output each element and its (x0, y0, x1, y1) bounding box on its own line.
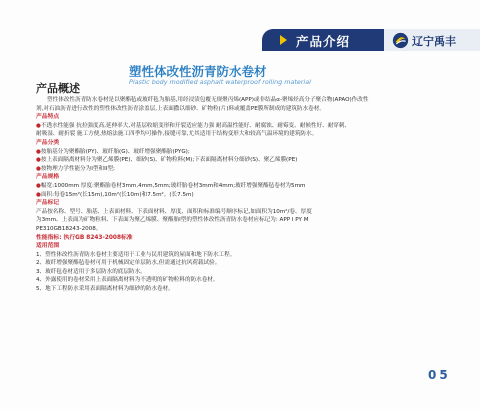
brand-name: 辽宁禹丰 (412, 35, 456, 48)
specs-text: 幅宽:1000mm 厚度:聚酯胎卷材3mm,4mm,5mm;玻纤胎卷材3mm和4mm;玻纤增强聚酯毡卷材为5mm (40, 182, 306, 189)
marking-line: 为3mm、上表面为矿物粒料、下表面为聚乙烯膜、聚酯胎I型的塑性体改性沥青防水卷材应标记为: APP I PY M (36, 217, 309, 224)
header-arrow-icon (280, 35, 287, 45)
classification-line (36, 156, 450, 165)
scope-line: 4、外露使用的卷材采用上表面隔离材料为不透明的矿物粒料的防水卷材。 (36, 277, 219, 284)
overview-line: 剂,对石油沥青进行改性的塑性体改性沥青涂盖层,上表面撒以细砂、矿物粒(片)料或覆盖PE膜所制成的建筑防水卷材。 (36, 105, 325, 112)
overview-heading: 产品概述 (36, 82, 80, 95)
specs-line (36, 191, 450, 200)
features-line (36, 122, 450, 131)
bullet-icon: ● (36, 165, 41, 172)
features-heading: 产品特点 (36, 114, 60, 121)
product-body (36, 96, 450, 294)
scope-line: 3、玻纤毡卷材适用于多层防水的底层防水。 (36, 268, 146, 275)
bullet-icon: ● (36, 122, 41, 129)
classification-text: 按胎基分为聚酯胎(PY)、玻纤胎(G)、玻纤增强聚酯胎(PYG); (40, 148, 190, 155)
marking-line: PE310GB18243-2008。 (36, 225, 102, 232)
standard-line: 性能指标: 执行GB 8243-2008标准 (36, 234, 133, 241)
marking-line: 产品按名称、型号、胎基、上表面材料、下表面材料、厚度、面积和标准编号顺序标记,如面积为10m²/卷、厚度 (36, 208, 312, 215)
classification-line (36, 165, 450, 174)
specs-text: 面积:每卷15m²(长15m),10m²(长10m)和7.5m²。(长7.5m) (40, 191, 194, 198)
features-text: 不透水性能强 抗拉强度高,延伸率大,对基层收缩变形和开裂适应能力强 耐高温性能好、耐腐蚀、耐霉变、耐候性好、耐穿刺、 (40, 122, 351, 129)
product-title: 塑性体改性沥青防水卷材 (129, 64, 267, 79)
bullet-icon: ● (36, 182, 41, 189)
marking-heading: 产品标记 (36, 200, 60, 207)
classification-text: 按物理力学性能分为I型和II型; (40, 165, 115, 172)
bullet-icon: ● (36, 157, 41, 164)
specs-line (36, 182, 450, 191)
page-number: 05 (428, 368, 451, 382)
section-header-bar (262, 29, 384, 51)
scope-heading: 适用范围 (36, 243, 60, 250)
company-logo-icon (392, 32, 409, 49)
overview-line: 塑性体改性沥青防水卷材是以聚酯毡或玻纤毡为胎基,用经浸渍包覆无规聚丙烯(APP)或非结晶α-聚烯烃高分子聚合物(APAO)作改性 (47, 97, 369, 103)
classification-text: 按上表面隔离材料分为聚乙烯膜(PE)、细砂(S)、矿物粒料(M);下表面隔离材料分细砂(S)、聚乙烯膜(PE) (40, 157, 298, 164)
scope-line: 1、塑性体改性沥青防水卷材主要适用于工业与民用建筑的屋面和地下防水工程。 (36, 251, 236, 258)
features-text: 耐吸湿、耐折裂 施工方便,热熔法施工四季均可操作,接缝可靠,尤其适用于结构变形大和较高气温环境的建筑防水。 (36, 131, 318, 138)
scope-line: 2、玻纤增强聚酯毡卷材可用于机械固定单层防水,但需通过抗风荷载试验。 (36, 260, 221, 267)
scope-line: 5、地下工程防水采用表面隔离材料为细砂的防水卷材。 (36, 286, 174, 293)
bullet-icon: ● (36, 148, 41, 155)
specs-heading: 产品规格 (36, 174, 60, 181)
bullet-icon: ● (36, 191, 41, 198)
features-line (36, 130, 450, 139)
classification-line (36, 148, 450, 157)
section-title: 产品介绍 (296, 34, 351, 49)
product-subtitle: Plastic body modified asphalt waterproof rolling material (129, 78, 311, 86)
classification-heading: 产品分类 (36, 139, 60, 146)
